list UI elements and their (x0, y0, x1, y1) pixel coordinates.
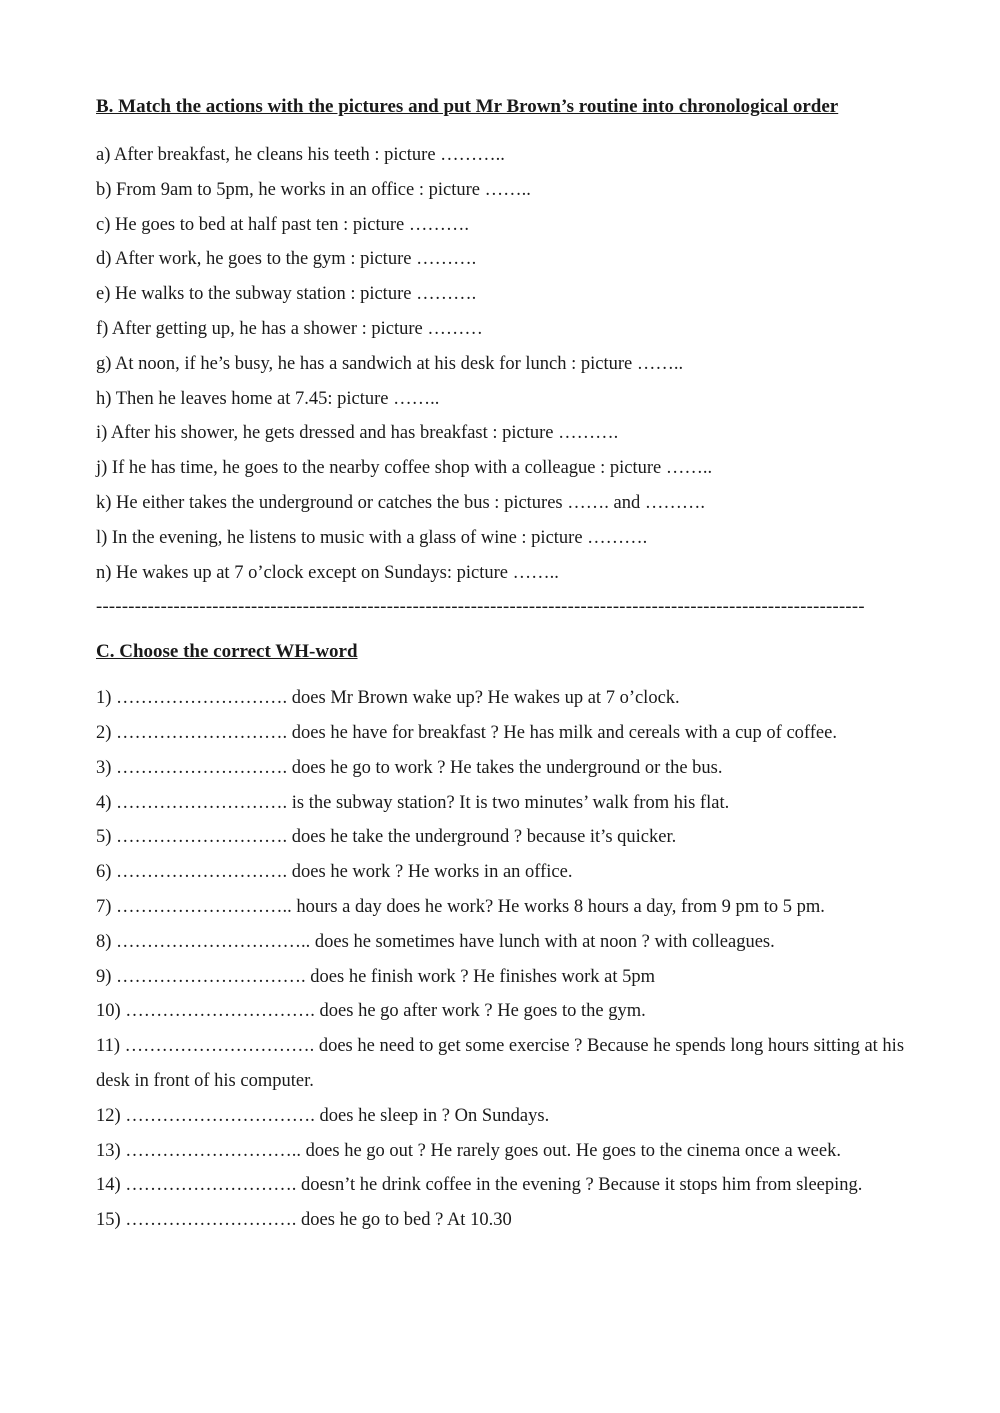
section-b-item-g: g) At noon, if he’s busy, he has a sandwich at his desk for lunch : picture …….. (96, 353, 684, 374)
section-b-item-e: e) He walks to the subway station : picture ………. (96, 284, 477, 305)
section-b-heading: B. Match the actions with the pictures and put Mr Brown’s routine into chronological order (96, 96, 839, 117)
section-b-item-j: j) If he has time, he goes to the nearby coffee shop with a colleague : picture …….. (96, 458, 713, 479)
section-c-question-4: 4) ………………………. is the subway station? It is two minutes’ walk from his flat. (96, 792, 730, 813)
section-c-question-12: 12) …………………………. does he sleep in ? On Sundays. (96, 1105, 550, 1126)
section-b-item-n: n) He wakes up at 7 o’clock except on Sundays: picture …….. (96, 562, 559, 583)
section-b-item-b: b) From 9am to 5pm, he works in an office : picture …….. (96, 179, 531, 200)
section-c-list (96, 681, 916, 1238)
section-b-item-d: d) After work, he goes to the gym : picture ………. (96, 249, 477, 270)
section-c-question-8: 8) ………………………….. does he sometimes have lunch with at noon ? with colleagues. (96, 931, 775, 952)
section-c-question-7: 7) ……………………….. hours a day does he work? He works 8 hours a day, from 9 pm to 5 pm. (96, 896, 825, 917)
section-c-question-15: 15) ………………………. does he go to bed ? At 10.30 (96, 1210, 512, 1231)
section-c-question-14: 14) ………………………. doesn’t he drink coffee in the evening ? Because it stops him from sleeping. (96, 1175, 863, 1196)
section-b-item-c: c) He goes to bed at half past ten : picture ………. (96, 214, 469, 235)
section-b-item-f: f) After getting up, he has a shower : picture ……… (96, 318, 483, 339)
section-c-question-9: 9) …………………………. does he finish work ? He finishes work at 5pm (96, 966, 656, 987)
section-c-question-2: 2) ………………………. does he have for breakfast ? He has milk and cereals with a cup of coffee. (96, 722, 837, 743)
section-c-question-13: 13) ……………………….. does he go out ? He rarely goes out. He goes to the cinema once a week. (96, 1140, 841, 1161)
section-b-list (96, 138, 916, 590)
section-b-item-k: k) He either takes the underground or catches the bus : pictures ……. and ………. (96, 492, 705, 513)
section-b-item-i: i) After his shower, he gets dressed and has breakfast : picture ………. (96, 423, 619, 444)
section-divider: ----------------------------------------------------------------------------------------------------------------------- (96, 597, 865, 618)
section-c-question-11: 11) …………………………. does he need to get some exercise ? Because he spends long hours sitting at his desk in front of his computer. (96, 1036, 905, 1091)
section-c-question-1: 1) ………………………. does Mr Brown wake up? He wakes up at 7 o’clock. (96, 688, 680, 709)
section-c-question-5: 5) ………………………. does he take the underground ? because it’s quicker. (96, 827, 677, 848)
section-c-question-10: 10) …………………………. does he go after work ? He goes to the gym. (96, 1001, 646, 1022)
section-c-question-6: 6) ………………………. does he work ? He works in an office. (96, 862, 573, 883)
section-c-question-3: 3) ………………………. does he go to work ? He takes the underground or the bus. (96, 757, 723, 778)
section-c-heading: C. Choose the correct WH-word (96, 641, 358, 663)
section-b-item-a: a) After breakfast, he cleans his teeth : picture ……….. (96, 145, 505, 165)
section-b-item-h: h) Then he leaves home at 7.45: picture …….. (96, 388, 440, 409)
section-b-item-l: l) In the evening, he listens to music with a glass of wine : picture ………. (96, 527, 648, 548)
worksheet-page (96, 92, 916, 1238)
